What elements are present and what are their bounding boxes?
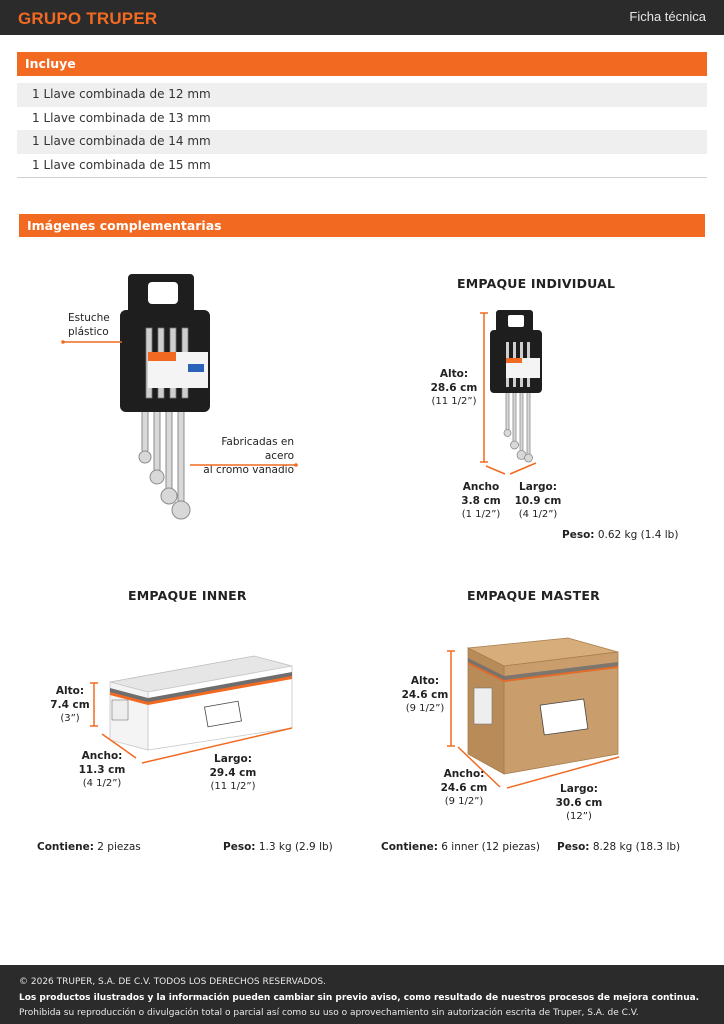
list-item: 1 Llave combinada de 14 mm (17, 130, 707, 154)
label-largo-inner: Largo: 29.4 cm (11 1/2”) (209, 753, 257, 792)
leader-line-material (190, 463, 300, 467)
leader-line-estuche (62, 340, 124, 344)
individual-package-image (490, 310, 545, 462)
list-item: 1 Llave combinada de 13 mm (32, 110, 211, 125)
section-header-incluye: Incluye (17, 52, 707, 76)
label-ancho-individual: Ancho 3.8 cm (1 1/2”) (461, 481, 501, 520)
title-empaque-individual: EMPAQUE INDIVIDUAL (457, 276, 616, 291)
label-material: Fabricadas en acero al cromo vanadio (203, 436, 294, 476)
brand-logo[interactable]: GRUPO TRUPER (18, 9, 158, 28)
contiene-inner: Contiene: 2 piezas (37, 841, 141, 853)
label-ancho-master: Ancho: 24.6 cm (9 1/2”) (440, 768, 488, 807)
peso-inner: Peso: 1.3 kg (2.9 lb) (223, 841, 333, 853)
dimension-line-largo-individual (508, 460, 538, 478)
list-item: 1 Llave combinada de 15 mm (32, 157, 211, 172)
footer-legal: Prohibida su reproducción o divulgación total o parcial así como su uso o aprovechamiento sin autorización escrita de Truper, S.A. de C.V. (19, 1008, 639, 1018)
list-item: 1 Llave combinada de 12 mm (17, 83, 707, 107)
label-estuche: Estuche plástico (68, 312, 110, 338)
dimension-line-alto-individual (480, 312, 488, 464)
footer-disclaimer: Los productos ilustrados y la información pueden cambiar sin previo aviso, como resultado de nuestros procesos de mejora continua. (19, 992, 700, 1003)
footer-copyright: © 2026 TRUPER, S.A. DE C.V. TODOS LOS DERECHOS RESERVADOS. (19, 977, 326, 987)
peso-master: Peso: 8.28 kg (18.3 lb) (557, 841, 681, 853)
includes-list (17, 83, 707, 177)
peso-individual: Peso: 0.62 kg (1.4 lb) (562, 529, 679, 541)
label-largo-individual: Largo: 10.9 cm (4 1/2”) (514, 481, 562, 520)
label-alto-master: Alto: 24.6 cm (9 1/2”) (401, 675, 449, 714)
list-divider (17, 177, 707, 178)
contiene-master: Contiene: 6 inner (12 piezas) (381, 841, 540, 853)
label-largo-master: Largo: 30.6 cm (12”) (555, 783, 603, 822)
top-bar (0, 0, 724, 35)
title-empaque-master: EMPAQUE MASTER (467, 588, 600, 603)
footer (0, 965, 724, 1024)
section-header-imagenes: Imágenes complementarias (19, 214, 705, 237)
label-ancho-inner: Ancho: 11.3 cm (4 1/2”) (78, 750, 126, 789)
title-empaque-inner: EMPAQUE INNER (128, 588, 247, 603)
dimension-line-ancho-individual (485, 464, 507, 476)
label-alto-individual: Alto: 28.6 cm (11 1/2”) (430, 368, 478, 407)
product-wrench-set-image (118, 272, 213, 527)
document-title: Ficha técnica (629, 9, 706, 24)
label-alto-inner: Alto: 7.4 cm (3”) (50, 685, 90, 724)
